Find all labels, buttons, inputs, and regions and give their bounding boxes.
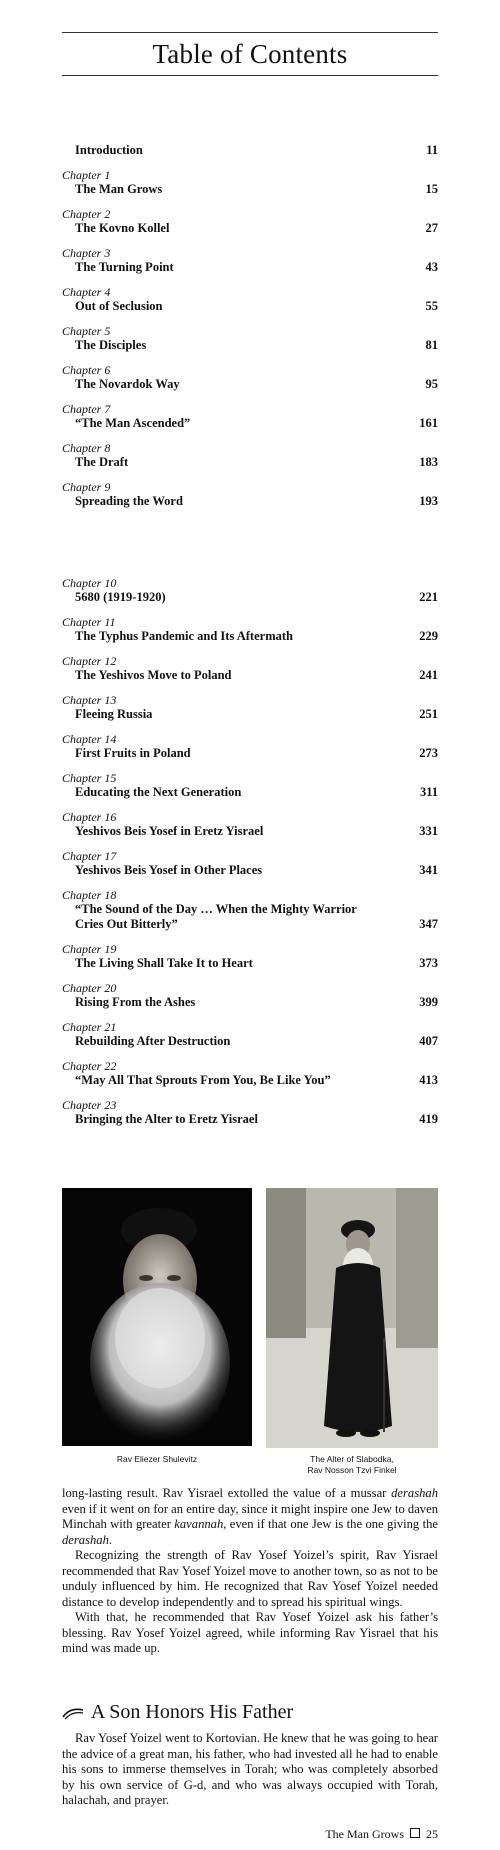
toc-chapter-page: 347 — [419, 917, 438, 931]
toc-entry-chapter[interactable] — [62, 810, 438, 839]
toc-chapter-title: The Living Shall Take It to Heart — [75, 956, 253, 970]
toc-title: Table of Contents — [152, 39, 348, 69]
toc-chapter-page: 15 — [425, 182, 438, 196]
toc-chapter-title: “May All That Sprouts From You, Be Like You” — [75, 1073, 331, 1087]
toc-entry-chapter[interactable] — [62, 1098, 438, 1127]
toc-chapter-page: 193 — [419, 494, 438, 508]
toc-chapter-page: 373 — [419, 956, 438, 970]
toc-chapter-page: 229 — [419, 629, 438, 643]
toc-chapter-label: Chapter 6 — [62, 363, 111, 377]
toc-entry-chapter[interactable] — [62, 246, 438, 275]
toc-chapter-title: Rising From the Ashes — [75, 995, 196, 1009]
toc-chapter-title: The Draft — [75, 455, 129, 469]
toc-entry-chapter[interactable] — [62, 615, 438, 644]
toc-chapter-label: Chapter 11 — [62, 615, 116, 629]
toc-chapter-page: 407 — [419, 1034, 438, 1048]
toc-chapter-title: Yeshivos Beis Yosef in Other Places — [75, 863, 263, 877]
toc-chapter-page: 413 — [419, 1073, 438, 1087]
footer-page-number: 25 — [426, 1827, 438, 1841]
body-paragraph-4: Rav Yosef Yoizel went to Kortovian. He knew that he was going to hear the advice of a great man, his father, who had invested all he had to enable his sons to immerse themselves in Torah; who was completely absorbed by his own service of G-d, and who was always occupied with Torah, halachah, and prayer. — [62, 1731, 438, 1807]
toc-entry-chapter[interactable] — [62, 942, 438, 971]
toc-chapter-label: Chapter 3 — [62, 246, 111, 260]
toc-chapter-label: Chapter 7 — [62, 402, 111, 416]
toc-chapter-title: Educating the Next Generation — [75, 785, 242, 799]
toc-chapter-label: Chapter 22 — [62, 1059, 117, 1073]
toc-chapter-page: 341 — [419, 863, 438, 877]
book-page — [62, 0, 438, 1850]
toc-chapter-page: 241 — [419, 668, 438, 682]
toc-chapter-page: 221 — [419, 590, 438, 604]
toc-entry-chapter[interactable] — [62, 576, 438, 605]
toc-chapter-title: First Fruits in Poland — [75, 746, 191, 760]
section-ornament-icon — [62, 1706, 84, 1720]
toc-entry-chapter[interactable] — [62, 1020, 438, 1049]
toc-chapter-label: Chapter 15 — [62, 771, 117, 785]
toc-chapter-label: Chapter 1 — [62, 168, 111, 182]
toc-chapter-title: Yeshivos Beis Yosef in Eretz Yisrael — [75, 824, 264, 838]
toc-chapter-title: The Novardok Way — [75, 377, 180, 391]
body-paragraph-3: With that, he recommended that Rav Yosef Yoizel ask his father’s blessing. Rav Yosef Yoizel agreed, while informing Rav Yisrael that his mind was made up. — [62, 1610, 438, 1655]
toc-chapter-page: 161 — [419, 416, 438, 430]
toc-entry-chapter[interactable] — [62, 480, 438, 509]
toc-entry-introduction[interactable] — [62, 143, 438, 168]
toc-chapter-label: Chapter 14 — [62, 732, 117, 746]
toc-chapter-label: Chapter 4 — [62, 285, 111, 299]
toc-chapter-page: 251 — [419, 707, 438, 721]
toc-chapter-label: Chapter 13 — [62, 693, 117, 707]
toc-entry-chapter[interactable] — [62, 402, 438, 431]
toc-entry-chapter[interactable] — [62, 654, 438, 683]
toc-chapter-label: Chapter 21 — [62, 1020, 117, 1034]
toc-chapter-label: Chapter 16 — [62, 810, 117, 824]
toc-chapter-label: Chapter 2 — [62, 207, 111, 221]
toc-chapter-title: The Turning Point — [75, 260, 174, 274]
body-text-lower — [62, 1731, 438, 1809]
footer-box-icon — [410, 1828, 420, 1838]
toc-entry-chapter[interactable] — [62, 441, 438, 470]
toc-entry-chapter[interactable] — [62, 849, 438, 878]
toc-chapter-title: The Yeshivos Move to Poland — [75, 668, 232, 682]
toc-chapter-page: 399 — [419, 995, 438, 1009]
toc-chapter-label: Chapter 10 — [62, 576, 117, 590]
toc-chapter-label: Chapter 9 — [62, 480, 111, 494]
toc-entry-chapter[interactable] — [62, 324, 438, 353]
photo-row — [62, 1188, 438, 1478]
standing-photo-right — [266, 1188, 438, 1448]
toc-header — [62, 32, 438, 76]
toc-chapter-label: Chapter 17 — [62, 849, 117, 863]
photo-caption-right-line-1: The Alter of Slabodka, — [310, 1454, 394, 1464]
toc-chapter-label: Chapter 18 — [62, 888, 117, 902]
toc-chapter-title: “The Man Ascended” — [75, 416, 191, 430]
toc-chapter-title: The Kovno Kollel — [75, 221, 170, 235]
toc-chapter-label: Chapter 19 — [62, 942, 117, 956]
toc-chapter-title: 5680 (1919-1920) — [75, 590, 166, 604]
toc-entry-chapter[interactable] — [62, 1059, 438, 1088]
toc-chapter-title: “The Sound of the Day … When the Mighty Warrior Cries Out Bitterly” — [75, 902, 357, 931]
toc-chapter-title: Fleeing Russia — [75, 707, 153, 721]
toc-entry-chapter[interactable] — [62, 888, 438, 932]
toc-chapter-label: Chapter 8 — [62, 441, 111, 455]
section-heading: A Son Honors His Father — [62, 1700, 438, 1724]
toc-chapter-label: Chapter 5 — [62, 324, 111, 338]
toc-chapter-page: 273 — [419, 746, 438, 760]
body-text-upper — [62, 1486, 438, 1657]
toc-chapter-title: The Typhus Pandemic and Its Aftermath — [75, 629, 293, 643]
toc-chapter-title: Rebuilding After Destruction — [75, 1034, 231, 1048]
toc-chapter-title: The Man Grows — [75, 182, 163, 196]
toc-list-part-1 — [62, 143, 438, 509]
toc-entry-chapter[interactable] — [62, 981, 438, 1010]
footer-running-title: The Man Grows — [325, 1827, 404, 1841]
toc-chapter-page: 95 — [425, 377, 438, 391]
toc-chapter-page: 183 — [419, 455, 438, 469]
toc-entry-chapter[interactable] — [62, 168, 438, 197]
toc-chapter-page: 43 — [425, 260, 438, 274]
toc-entry-name: Introduction — [75, 143, 143, 157]
toc-chapter-title: Out of Seclusion — [75, 299, 163, 313]
body-paragraph-1: long-lasting result. Rav Yisrael extolled the value of a mussar derashah even if it went on for an entire day, since it might inspire one Jew to daven Minchah with greater kavannah, even if that one Jew is the one giving the derashah. — [62, 1486, 438, 1547]
portrait-photo-left — [62, 1188, 252, 1446]
photo-caption-left: Rav Eliezer Shulevitz — [116, 1454, 198, 1464]
page-footer — [325, 1827, 438, 1842]
photo-caption-right — [266, 1454, 438, 1476]
toc-chapter-page: 27 — [425, 221, 438, 235]
toc-entry-chapter[interactable] — [62, 207, 438, 236]
toc-entry-chapter[interactable] — [62, 693, 438, 722]
toc-chapter-label: Chapter 23 — [62, 1098, 117, 1112]
body-paragraph-2: Recognizing the strength of Rav Yosef Yoizel’s spirit, Rav Yisrael recommended that Rav Yosef Yoizel move to another town, so as not to be unduly influenced by him. He recognized that Rav Yosef Yoizel needed distance to develop independently and to spread his spiritual wings. — [62, 1548, 438, 1609]
toc-chapter-title: Bringing the Alter to Eretz Yisrael — [75, 1112, 258, 1126]
toc-chapter-page: 81 — [425, 338, 438, 352]
toc-entry-chapter[interactable] — [62, 771, 438, 800]
photo-caption-right-line-2: Rav Nosson Tzvi Finkel — [307, 1465, 397, 1475]
toc-entry-chapter[interactable] — [62, 732, 438, 761]
toc-chapter-page: 331 — [419, 824, 438, 838]
toc-list-part-2 — [62, 576, 438, 1127]
toc-entry-chapter[interactable] — [62, 363, 438, 392]
toc-entry-page: 11 — [426, 143, 438, 157]
toc-chapter-title: The Disciples — [75, 338, 147, 352]
toc-entry-chapter[interactable] — [62, 285, 438, 314]
toc-chapter-title: Spreading the Word — [75, 494, 183, 508]
toc-chapter-label: Chapter 20 — [62, 981, 117, 995]
toc-chapter-label: Chapter 12 — [62, 654, 117, 668]
toc-chapter-page: 419 — [419, 1112, 438, 1126]
toc-chapter-page: 55 — [425, 299, 438, 313]
toc-chapter-page: 311 — [419, 785, 438, 799]
